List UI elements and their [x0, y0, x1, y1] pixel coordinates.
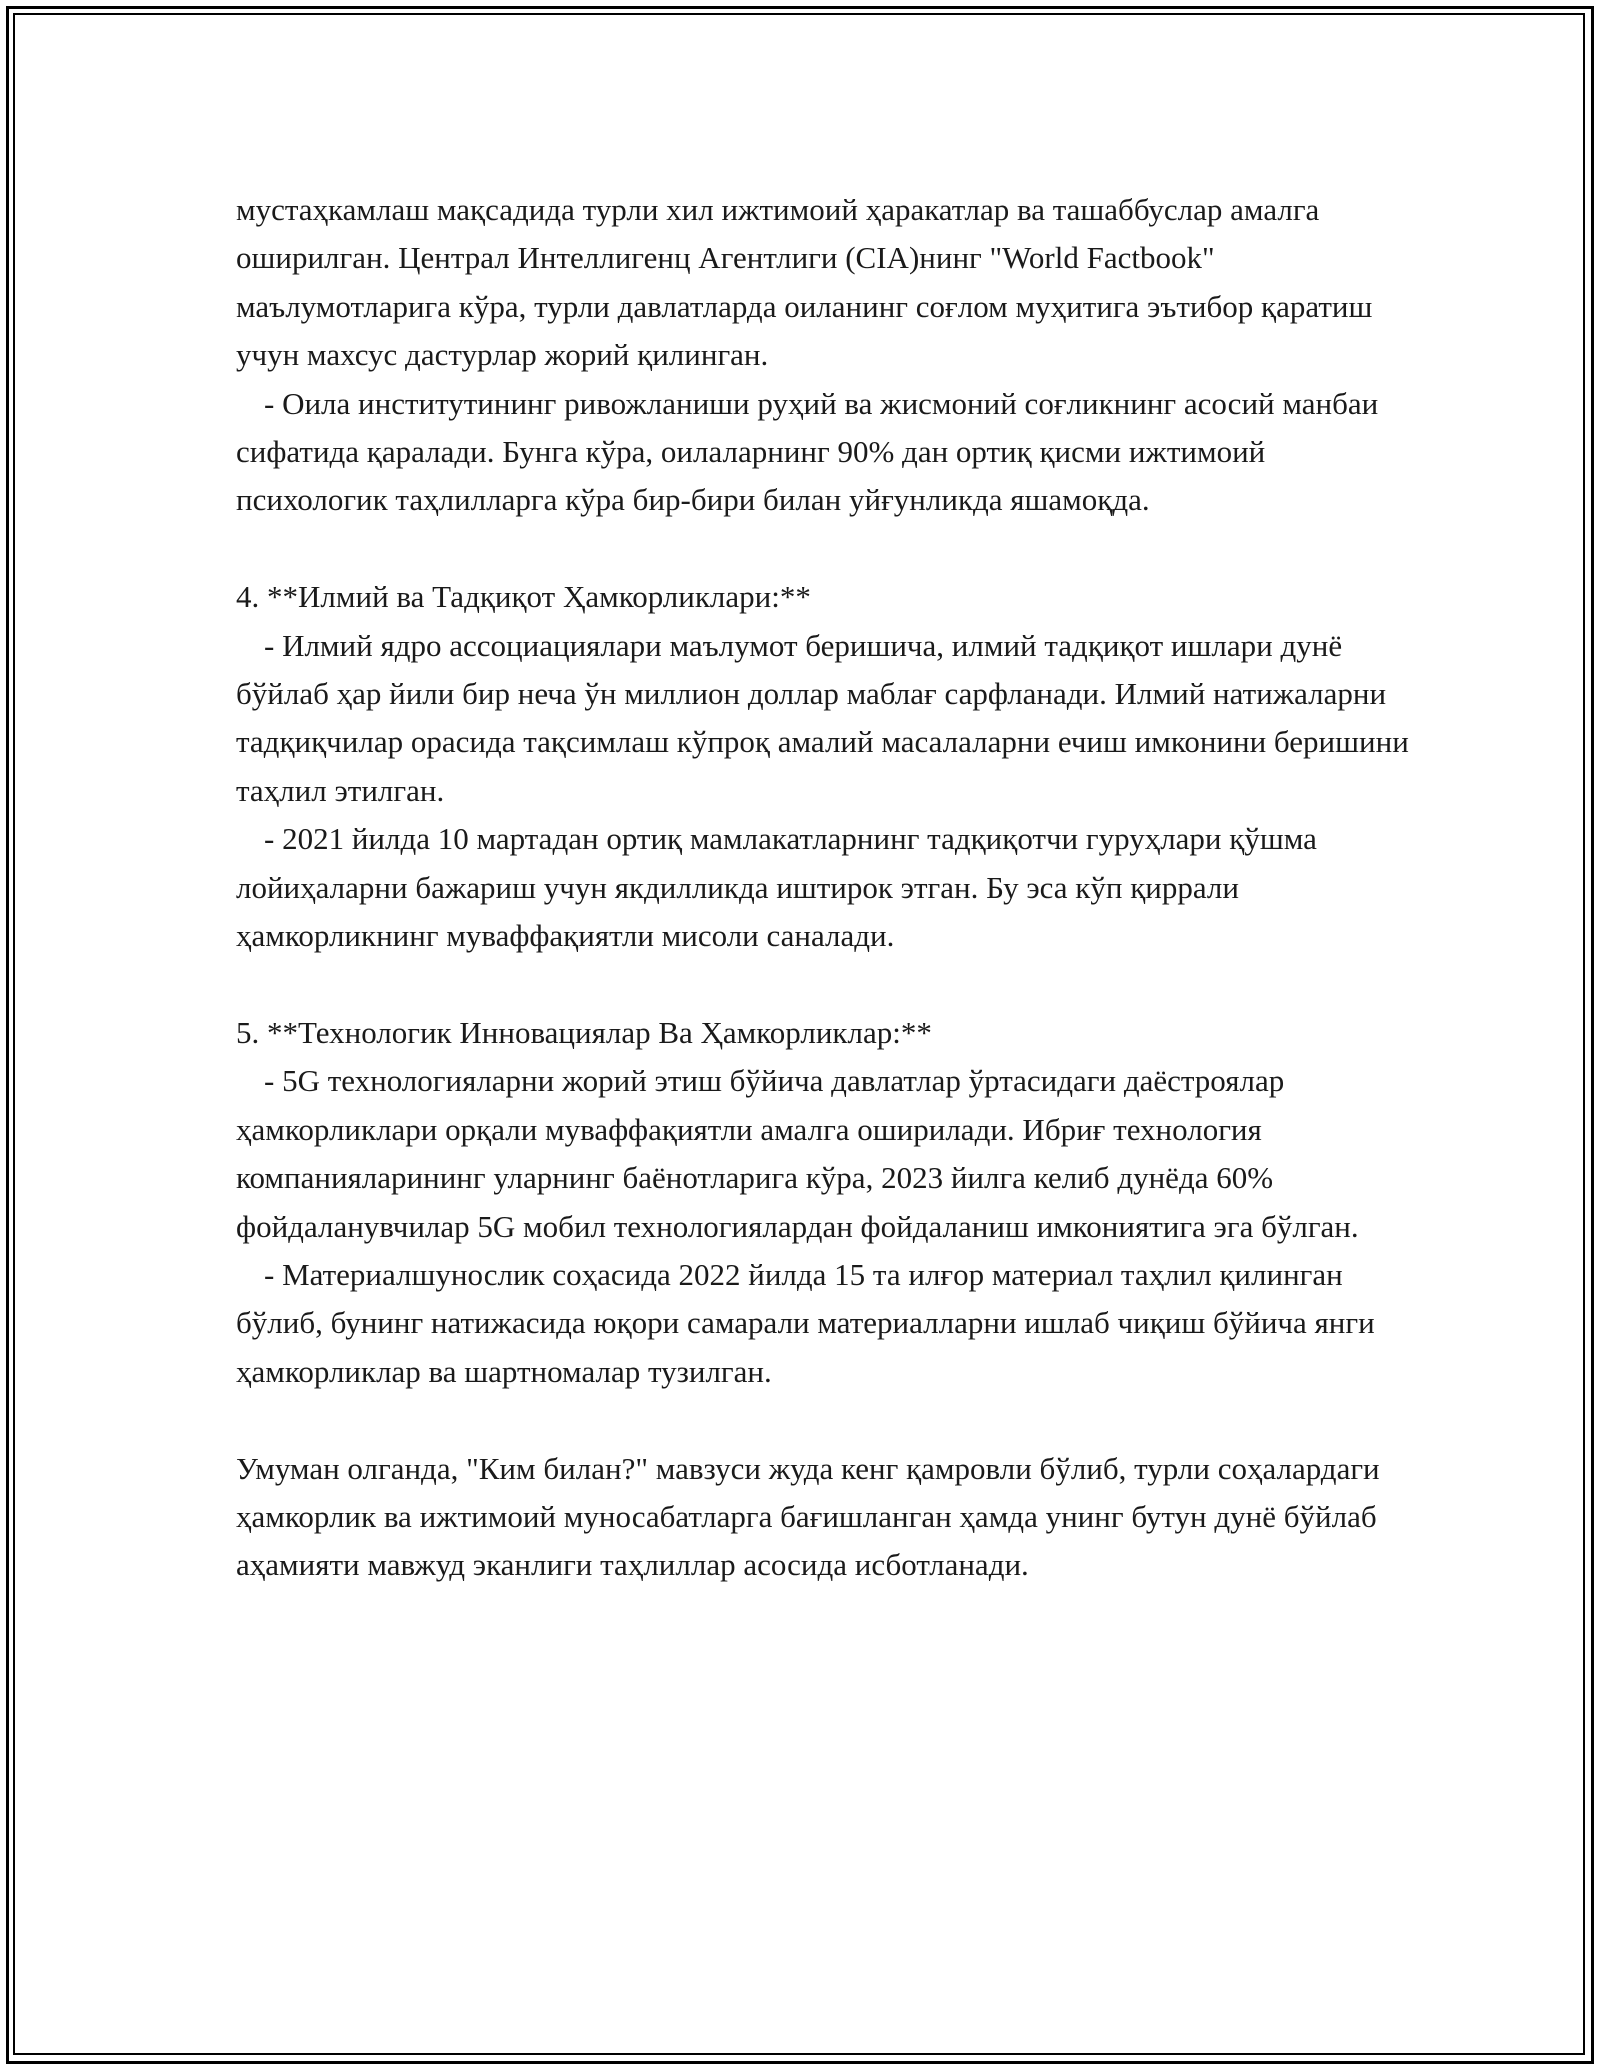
paragraph-gap	[236, 525, 1416, 573]
paragraph-gap	[236, 1396, 1416, 1444]
document-body	[236, 186, 1416, 1590]
section-4-point-1: - Илмий ядро ассоциациялари маълумот беришича, илмий тадқиқот ишлари дунё бўйлаб ҳар йили бир неча ўн миллион доллар маблағ сарфланади. Илмий натижаларни тадқиқчилар орасида тақсимлаш кўпроқ амалий масалаларни ечиш имконини беришини таҳлил этилган.	[236, 627, 1417, 808]
paragraph-intro-point: - Оила институтининг ривожланиши руҳий ва жисмоний соғликнинг асосий манбаи сифатида қаралади. Бунга кўра, оилаларнинг 90% дан ортиқ қисми ижтимоий психологик таҳлилларга кўра бир-бири билан уйғунликда яшамоқда.	[236, 385, 1386, 518]
section-5-point-2: - Материалшунослик соҳасида 2022 йилда 15 та илғор материал таҳлил қилинган бўлиб, бунинг натижасида юқори самарали материалларни ишлаб чиқиш бўйича янги ҳамкорликлар ва шартномалар тузилган.	[236, 1256, 1383, 1389]
section-5-point-1: - 5G технологияларни жорий этиш бўйича давлатлар ўртасидаги даёстроялар ҳамкорликлари орқали муваффақиятли амалга оширилади. Ибриғ технология компанияларининг уларнинг баёнотларига кўра, 2023 йилга келиб дунёда 60% фойдаланувчилар 5G мобил технологиялардан фойдаланиш имкониятига эга бўлган.	[236, 1063, 1359, 1244]
section-4-point-2: - 2021 йилда 10 мартадан ортиқ мамлакатларнинг тадқиқотчи гуруҳлари қўшма лойиҳаларни бажариш учун якдилликда иштирок этган. Бу эса кўп қиррали ҳамкорликнинг муваффақиятли мисоли саналади.	[236, 821, 1325, 954]
paragraph-conclusion: Умуман олганда, "Ким билан?" мавзуси жуда кенг қамровли бўлиб, турли соҳалардаги ҳамкорлик ва ижтимоий муносабатларга бағишланган ҳамда унинг бутун дунё бўйлаб аҳамияти мавжуд эканлиги таҳлиллар асосида исботланади.	[236, 1450, 1388, 1583]
section-5-heading: 5. **Технологик Инновациялар Ва Ҳамкорликлар:**	[236, 1014, 932, 1050]
paragraph-intro-continued: мустаҳкамлаш мақсадида турли хил ижтимоий ҳаракатлар ва ташаббуслар амалга оширилган. Централ Интеллигенц Агентлиги (CIA)нинг "World Factbook" маълумотларига кўра, турли давлатларда оиланинг соғлом муҳитига эътибор қаратиш учун махсус дастурлар жорий қилинган.	[236, 192, 1381, 373]
section-4-heading: 4. **Илмий ва Тадқиқот Ҳамкорликлари:**	[236, 579, 811, 615]
paragraph-gap	[236, 960, 1416, 1008]
